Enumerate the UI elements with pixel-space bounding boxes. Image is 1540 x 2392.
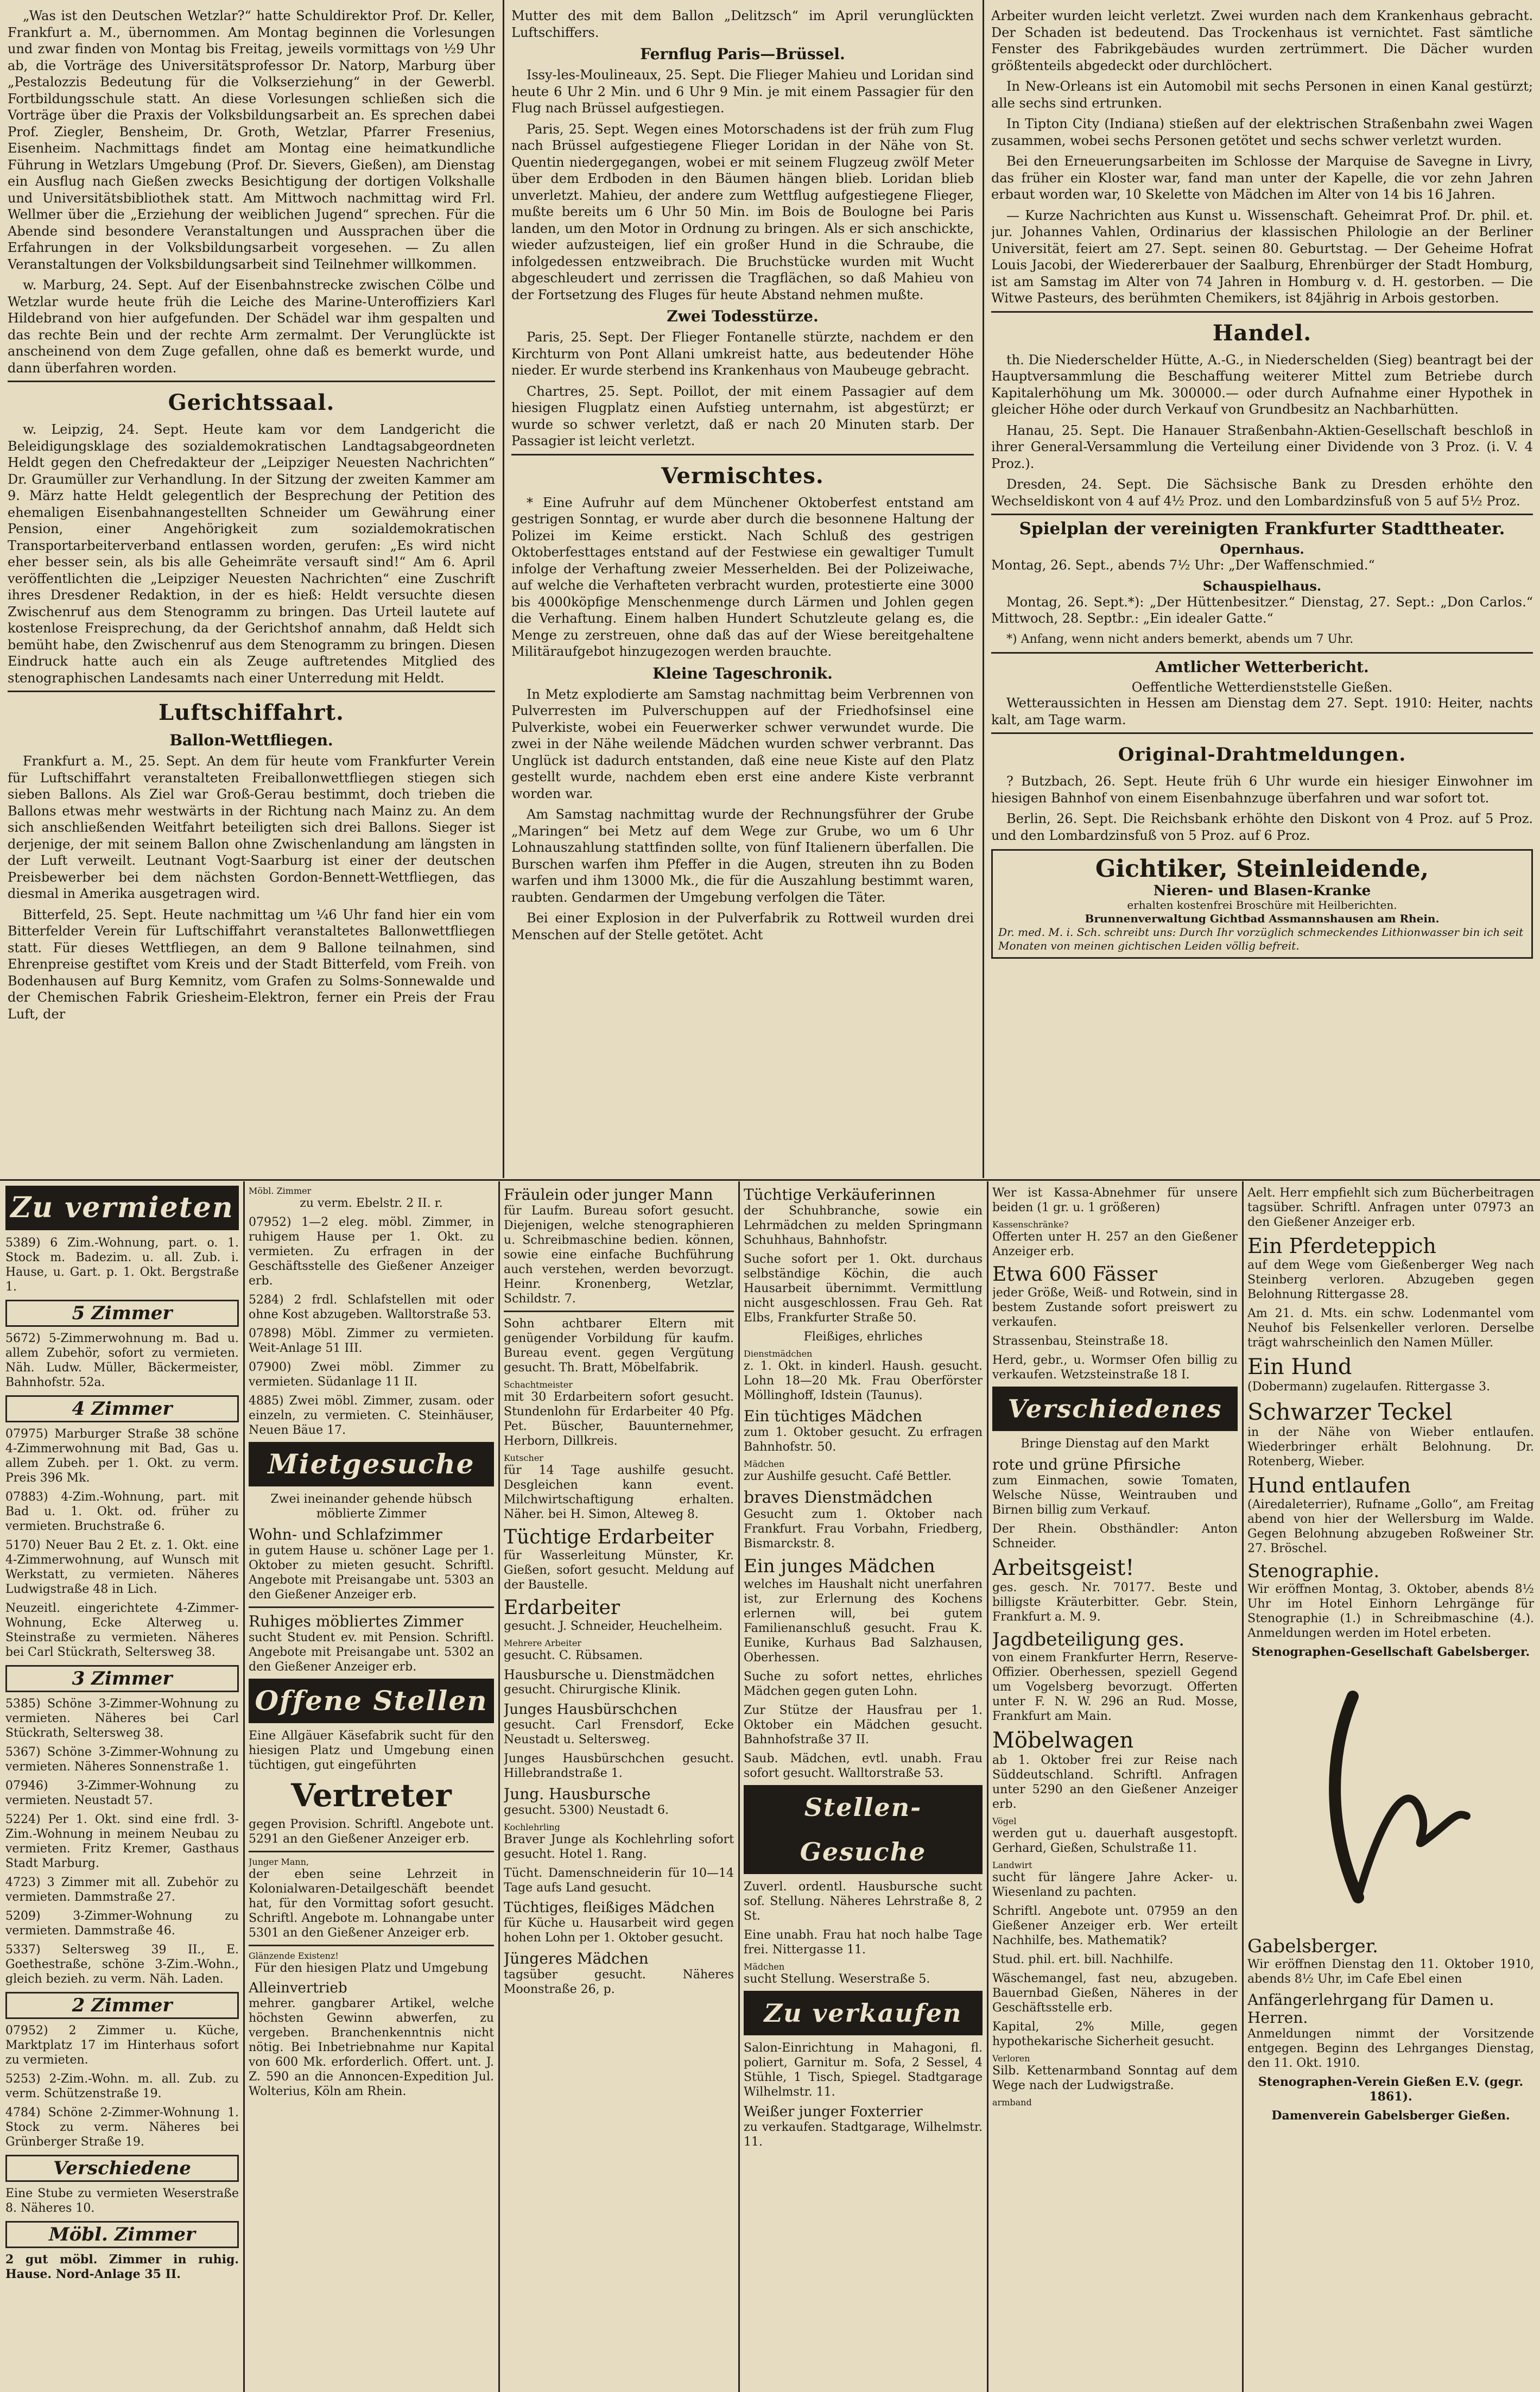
ad-existenz-text: Für den hiesigen Platz und Umgebung	[254, 1961, 489, 1975]
weather-title: Amtlicher Wetterbericht.	[1155, 658, 1369, 676]
ad-junges-maedchen-title: Ein junges Mädchen	[744, 1555, 935, 1577]
article-wetzlar: „Was ist den Deutschen Wetzlar?“ hatte Schuldirektor Prof. Dr. Keller, Frankfurt a. M., übernommen. Am Montag beginnen die Vorlesungen und zwar finden von Montag bis Freitag, jeweils vormittags von ½9 Uhr ab, die Vorträge des Universitätsprofessor Dr. Natorp, Marburg über „Pestalozzis Bedeutung für die Volkserziehung“ in der Gewerbl. Fortbildungsschule statt. An diese Vorlesungen schließen sich die Vorträge über die Praxis der Volksbildungsarbeit an. Es sprechen dabei Prof. Ziegler, Bensheim, Dr. Groth, Wetzlar, Pfarrer Fresenius, Eisenheim. Nachmittags findet am Montag eine heimatkundliche Führung in Wetzlars Umgebung (Prof. Dr. Sievers, Gießen), am Dienstag ein Ausflug nach Gießen zwecks Besichtigung der dortigen Volkshalle und Universitätsbibliothek statt. Am Mittwoch nachmittag wird Frl. Wellmer über die „Erziehung der weiblichen Jugend“ sprechen. Für die Abende sind besondere Veranstaltungen und Aussprachen über die Erfahrungen in der Volksbildungsarbeit vorgesehen. — Zu allen Veranstaltungen der Volksbildungsarbeit sind Teilnehmer willkommen.	[8, 8, 495, 272]
divider	[8, 381, 495, 382]
article-kunst: — Kurze Nachrichten aus Kunst u. Wissenschaft. Geheimrat Prof. Dr. phil. et. jur. Johannes Vahlen, Ordinarius der klassischen Philologie an der Berliner Universität, feiert am 27. Sept. seinen 80. Geburtstag. — Der Geheime Hofrat Louis Jacobi, der Wiedererbauer der Saalburg, Ehrenbürger der Stadt Homburg, ist am Samstag im Alter von 74 Jahren in Homburg v. d. H. gestorben. — Die Witwe Pasteurs, des berühmten Chemikers, ist 84jährig in Arbois gestorben.	[991, 207, 1533, 306]
ad-foxterrier-text: zu verkaufen. Stadtgarage, Wilhelmstr. 11.	[744, 2121, 983, 2149]
stenography-symbol-icon	[1293, 1675, 1488, 1925]
divider	[249, 1851, 494, 1852]
heading-mietgesuche: Mietgesuche	[249, 1442, 494, 1486]
divider	[991, 652, 1533, 654]
news-column-3	[991, 8, 1533, 1175]
ad-tuechtiges-maedchen-title: Ein tüchtiges Mädchen	[744, 1407, 922, 1425]
ad-hund-text: (Dobermann) zugelaufen. Rittergasse 3.	[1247, 1380, 1491, 1394]
ad-listing: 2 gut möbl. Zimmer in ruhig. Hause. Nord-Anlage 35 II.	[5, 2252, 239, 2281]
article-continued-rottweil: Arbeiter wurden leicht verletzt. Zwei wurden nach dem Krankenhaus gebracht. Der Schaden ist bedeutend. Das Trockenhaus ist vernichtet. Fast sämtliche Fenster des Fabrikgebäudes wurden zertrümmert. Die Dächer wurden größtenteils abgedeckt oder durchlöchert.	[991, 8, 1533, 73]
ad-jagdbeteiligung-title: Jagdbeteiligung ges.	[992, 1629, 1184, 1650]
article-niederschelden: th. Die Niederschelder Hütte, A.-G., in Niederschelden (Sieg) beantragt bei der Hauptversammlung die Beschaffung weiterer Mittel zum Betriebe durch Kapitalerhöhung um Mk. 300000.— oder durch Aufnahme einer Hypothek in gleicher Höhe oder durch Verkauf von Grundbesitz an Nachbarhütten.	[991, 352, 1533, 417]
article-new-orleans: In New-Orleans ist ein Automobil mit sechs Personen in einen Kanal gestürzt; alle sechs sind ertrunken.	[991, 79, 1533, 111]
ad-teckel-text: in der Nähe von Wieber entlaufen. Wiederbringer erhält Belohnung. Dr. Rotenberg, Wieber.	[1247, 1426, 1534, 1469]
column-rule	[503, 0, 504, 1178]
ad-armband: armband	[992, 2097, 1032, 2108]
heading-offene-stellen: Offene Stellen	[249, 1679, 494, 1723]
news-column-1	[8, 8, 495, 1175]
article-dresden: Dresden, 24. Sept. Die Sächsische Bank zu Dresden erhöhte den Wechseldiskont von 4 auf 4½ Proz. und den Lombardzinsfuß von 5 auf 5½ Proz.	[991, 477, 1533, 509]
ad-erdarbeiter2-title: Erdarbeiter	[504, 1597, 620, 1619]
theater-note: *) Anfang, wenn nicht anders bemerkt, abends um 7 Uhr.	[1006, 632, 1354, 646]
ad-listing: 5672) 5-Zimmerwohnung m. Bad u. allem Zubehör, sofort zu vermieten. Näh. Ludw. Müller, Bäckermeister, Bahnhofstr. 52a.	[5, 1332, 239, 1389]
ad-listing: Strassenbau, Steinstraße 18.	[992, 1334, 1169, 1348]
ad-listing: 4784) Schöne 2-Zimmer-Wohnung 1. Stock zu verm. Näheres bei Grünberger Straße 19.	[5, 2106, 239, 2149]
ad-gabelsberger-text: Wir eröffnen Dienstag den 11. Oktober 1910, abends 8½ Uhr, im Cafe Ebel einen	[1247, 1958, 1534, 1986]
news-column-2	[511, 8, 974, 1175]
article-leipzig: w. Leipzig, 24. Sept. Heute kam vor dem Landgericht die Beleidigungsklage des sozialdemokratischen Landtagsabgeordneten Heldt gegen den Chefredakteur der „Leipziger Neuesten Nachrichten“ Dr. Graumüller zur Verhandlung. In der Sitzung der zweiten Kammer am 9. März hatte Heldt gelegentlich der Besprechung der Petition des ehemaligen Eisenbahnangestellten Schneider um Gewährung einer Pension, einer Angehörigkeit zum sozialdemokratischen Transportarbeiterverband entlassen worden, gerufen: „Es wird nicht eher besser sein, als bis alle Geheimräte versauft sind!“ Am 6. April veröffentlichten die „Leipziger Neuesten Nachrichten“ eine Zuschrift ihres Dresdener Redaktion, in der es hieß: Heldt versuchte diesen Zwischenruf aus dem Stenogramm zu bringen. Das Urteil lautete auf kostenlose Freisprechung, da der Gerichtshof annahm, daß Heldt sich bemüht habe, den Zwischenruf aus dem Stenogramm zu bringen. Diesen Eindruck hatte auch ein als Zeuge auftretendes Mitglied des stenographischen Landesamts nach einer Unterredung mit Heldt.	[8, 422, 495, 686]
divider	[991, 732, 1533, 734]
ad-sohn-text: Sohn achtbarer Eltern mit genügender Vorbildung für kaufm. Bureau event. gegen Vergütung gesucht. Th. Bratt, Möbelfabrik.	[504, 1317, 734, 1375]
weather-text: Wetteraussichten in Hessen am Dienstag dem 27. Sept. 1910: Heiter, nachts kalt, am Tage warm.	[991, 695, 1533, 727]
article-berlin: Berlin, 26. Sept. Die Reichsbank erhöhte den Diskont von 4 Proz. auf 5 Proz. und den Lombardzinsfuß von 5 Proz. auf 6 Proz.	[991, 811, 1533, 843]
ad-arbeiter-text: gesucht. C. Rübsamen.	[504, 1649, 643, 1662]
ad-column-rule	[498, 1181, 500, 2392]
ad-kasse-text: Offerten unter H. 257 an den Gießener Anzeiger erb.	[992, 1230, 1238, 1258]
theater-play-text: Montag, 26. Sept.*): „Der Hüttenbesitzer.“ Dienstag, 27. Sept.: „Don Carlos.“ Mittwoch, 28. Septbr.: „Ein idealer Gatte.“	[991, 594, 1533, 626]
divider	[504, 1311, 734, 1312]
ad-gichtiker-title: Gichtiker, Steinleidende,	[1095, 855, 1429, 883]
heading-verschiedene: Verschiedene	[5, 2155, 239, 2182]
article-continued: Mutter des mit dem Ballon „Delitzsch“ im April verunglückten Luftschiffers.	[511, 8, 974, 40]
ad-junger-mann-text: der eben seine Lehrzeit in Kolonialwaren-Detailgeschäft beendet hat, für den Vormittag sofort gesucht. Schriftl. Angebote m. Lohnangabe unter 5301 an den Gießener Anzeiger erb.	[249, 1868, 494, 1940]
ad-dienst-intro: Fleißiges, ehrliches	[803, 1330, 923, 1344]
heading-stellen-gesuche: Stellen-Gesuche	[744, 1785, 983, 1874]
ad-listing: 07975) Marburger Straße 38 schöne 4-Zimmerwohnung mit Bad, Gas u. allem Zubeh. per 1. Okt. zu verm. Preis 396 Mk.	[5, 1427, 239, 1485]
ad-listing: Suche zu sofort nettes, ehrliches Mädchen gegen guten Lohn.	[744, 1670, 983, 1698]
ad-listing: 5209) 3-Zimmer-Wohnung zu vermieten. Dammstraße 46.	[5, 1909, 239, 1938]
ad-maedchen-title: Mädchen	[744, 1459, 785, 1469]
ad-listing: 4885) Zwei möbl. Zimmer, zusam. oder einzeln, zu vermieten. C. Steinhäuser, Neuen Bäue 17.	[249, 1394, 494, 1437]
ad-moebl-text: zu verm. Ebelstr. 2 II. r.	[300, 1197, 443, 1210]
heading-zu-verkaufen: Zu verkaufen	[744, 1991, 983, 2035]
subtitle-todesstuerze: Zwei Todesstürze.	[667, 307, 819, 325]
ad-ruhig-title: Ruhiges möbliertes Zimmer	[249, 1612, 464, 1630]
ads-column-4	[744, 1186, 983, 2388]
ad-miet-text: in gutem Hause u. schöner Lage per 1. Oktober zu mieten gesucht. Schriftl. Angebote mit Preisangabe unt. 5303 an den Gießener Anzeiger erb.	[249, 1544, 494, 1602]
article-bitterfeld: Bitterfeld, 25. Sept. Heute nachmittag um ¼6 Uhr fand hier ein vom Bitterfelder Verein für Luftschiffahrt veranstaltetes Ballonwettfliegen statt. Für dieses Wettfliegen, an dem 9 Ballone teilnahmen, sind Ehrenpreise gestiftet vom Kreis und der Stadt Bitterfeld, vom Freih. von Bodenhausen auf Burg Kemnitz, vom Grafen zu Solms-Sonnewalde und der Chemischen Fabrik Griesheim-Elektron, ferner ein Preis der Frau Luft, der	[8, 907, 495, 1022]
ad-gichtiker-sub: Nieren- und Blasen-Kranke	[1153, 883, 1371, 899]
heading-2-zimmer: 2 Zimmer	[5, 1992, 239, 2019]
ad-kasse-intro: Wer ist Kassa-Abnehmer für unsere beiden (1 gr. u. 1 größeren)	[992, 1186, 1238, 1214]
ad-gichtiker-note: Dr. med. M. i. Sch. schreibt uns: Durch Ihr vorzüglich schmeckendes Lithionwasser bin ich seit Monaten von meinen gichtischen Leiden völlig befreit.	[998, 926, 1524, 952]
ad-listing: 5170) Neuer Bau 2 Et. z. 1. Okt. eine 4-Zimmerwohnung, auf Wunsch mit Werkstatt, zu vermieten. Näheres Ludwigstraße 48 in Lich.	[5, 1539, 239, 1596]
weather-subtitle: Oeffentliche Wetterdienststelle Gießen.	[1131, 680, 1393, 695]
ads-column-2	[249, 1186, 494, 2388]
ad-kutscher-text: für 14 Tage aushilfe gesucht. Desgleichen kann event. Milchwirtschaftigung erhalten. Näher. bei H. Simon, Alteweg 8.	[504, 1464, 734, 1521]
ad-listing: Aelt. Herr empfiehlt sich zum Bücherbeitragen tagsüber. Schriftl. Anfragen unter 07973 an den Gießener Anzeiger erb.	[1247, 1186, 1534, 1229]
ad-listing: 07952) 1—2 eleg. möbl. Zimmer, in ruhigem Hause per 1. Okt. zu vermieten. Zu erfragen in der Geschäftsstelle des Gießener Anzeiger erb.	[249, 1216, 494, 1288]
ad-fleissiges-text: für Küche u. Hausarbeit wird gegen hohen Lohn per 1. Oktober gesucht.	[504, 1916, 734, 1945]
ad-erdarbeiter-title: Tüchtige Erdarbeiter	[504, 1526, 714, 1548]
divider	[8, 691, 495, 692]
ad-listing: Stud. phil. ert. bill. Nachhilfe.	[992, 1953, 1174, 1966]
ad-hund-title: Ein Hund	[1247, 1355, 1352, 1379]
ads-column-1	[5, 1186, 239, 2388]
ad-alleinvertrieb-text: mehrer. gangbarer Artikel, welche höchsten Gewinn abwerfen, zu vergeben. Branchenkenntnis nicht nötig. Bei Inbetriebnahme nur Kapital von 600 Mk. erforderlich. Offert. unt. J. Z. 590 an die Annoncen-Expedition Jul. Wolterius, Köln am Rhein.	[249, 1997, 494, 2098]
heading-moebl-zimmer: Möbl. Zimmer	[5, 2221, 239, 2248]
article-marburg: w. Marburg, 24. Sept. Auf der Eisenbahnstrecke zwischen Cölbe und Wetzlar wurde heute früh die Leiche des Marine-Unteroffiziers Karl Hildebrand von hier aufgefunden. Der Schädel war ihm gespalten und das rechte Bein und der rechte Arm zermalmt. Der Verunglückte ist anscheinend von dem Zuge gefallen, ohne daß es bemerkt wurde, und dann überfahren worden.	[8, 277, 495, 376]
ad-pfirsiche-title: rote und grüne Pfirsiche	[992, 1456, 1181, 1473]
ad-stenographie-title: Stenographie.	[1247, 1560, 1380, 1582]
ad-kochlehrling-text: Braver Junge als Kochlehrling sofort gesucht. Hotel 1. Rang.	[504, 1833, 734, 1861]
ad-hausbuerschchen-text: gesucht. Carl Frensdorf, Ecke Neustadt u. Seltersweg.	[504, 1718, 734, 1746]
ads-column-6	[1247, 1186, 1534, 2388]
ad-gichtiker-firm: Brunnenverwaltung Gichtbad Assmannshausen am Rhein.	[1085, 912, 1440, 925]
article-frankfurt-ballon: Frankfurt a. M., 25. Sept. An dem für heute vom Frankfurter Verein für Luftschiffahrt veranstalteten Freiballonwettfliegen stiegen sich sieben Ballons. Als Ziel war Groß-Gerau bestimmt, doch trieben die Ballons etwas mehr westwärts in der Richtung nach Mainz zu. An dem sich anschließenden Weitfahrt beteiligten sich drei Ballons. Sieger ist derjenige, der mit seinem Ballon ohne Zwischenlandung am längsten in der Luft verweilt. Leutnant Vogt-Saarburg ist einer der deutschen Preisbewerber bei dem nächsten Gordon-Bennett-Wettfliegen, das diesmal in Amerika ausgetragen wird.	[8, 754, 495, 901]
section-title-handel: Handel.	[1212, 320, 1312, 346]
ad-landwirt-text: sucht für längere Jahre Acker- u. Wiesenland zu pachten.	[992, 1871, 1238, 1899]
article-fontanelle: Paris, 25. Sept. Der Flieger Fontanelle stürzte, nachdem er den Kirchturm von Pont Allani umkreist hatte, aus bedeutender Höhe nieder. Er wurde sterbend ins Krankenhaus von Maubeuge gebracht.	[511, 330, 974, 378]
theater-play-heading: Schauspielhaus.	[1202, 578, 1322, 594]
article-metz: In Metz explodierte am Samstag nachmittag beim Verbrennen von Pulverresten im Pulverschuppen auf der Friedhofsinsel eine Pulverkiste, wobei ein Feuerwerker schwer verwundet wurde. Die zwei in der Nähe weilende Mädchen wurden schwer verbrannt. Das Unglück ist dadurch entstanden, daß eine neue Kiste auf den Platz gestellt wurde, nachdem eben erst eine andere Kiste verbrannt worden war.	[511, 686, 974, 801]
section-title-drahtmeldungen: Original-Drahtmeldungen.	[1118, 744, 1406, 765]
ad-listing: Herd, gebr., u. Wormser Ofen billig zu verkaufen. Wetzsteinstraße 18 I.	[992, 1353, 1238, 1382]
subtitle-ballon: Ballon-Wettfliegen.	[169, 731, 333, 749]
divider	[991, 514, 1533, 515]
ad-stenographie-firm: Stenographen-Gesellschaft Gabelsberger.	[1251, 1645, 1530, 1659]
ad-jagdbeteiligung-text: von einem Frankfurter Herrn, Reserve-Offizier. Oberhessen, speziell Gegend um Vogelsberg bevorzugt. Offerten unter F. N. W. 296 an Rud. Mosse, Frankfurt am Main.	[992, 1651, 1238, 1723]
ad-juengeres-title: Jüngeres Mädchen	[504, 1950, 649, 1967]
ad-fleissiges-title: Tüchtiges, fleißiges Mädchen	[504, 1900, 715, 1916]
ad-verkaeuferinnen-title: Tüchtige Verkäuferinnen	[744, 1186, 936, 1204]
ad-junger-mann-title: Junger Mann,	[249, 1857, 309, 1867]
ad-listing: Schriftl. Angebote unt. 07959 an den Gießener Anzeiger erb. Wer erteilt Nachhilfe, bes. Mathematik?	[992, 1904, 1238, 1947]
ad-column-rule	[243, 1181, 245, 2392]
ad-stenographie-text: Wir eröffnen Montag, 3. Oktober, abends 8½ Uhr im Hotel Einhorn Lehrgänge für Stenographie (1.) in Schreibmaschine (4.). Anmeldungen werden im Hotel erbeten.	[1247, 1583, 1534, 1640]
ad-bringe: Bringe Dienstag auf den Markt	[1021, 1437, 1209, 1451]
article-tipton: In Tipton City (Indiana) stießen auf der elektrischen Straßenbahn zwei Wagen zusammen, wobei sechs Personen getötet und sechs schwer verletzt wurden.	[991, 116, 1533, 148]
ad-listing: 5389) 6 Zim.-Wohnung, part. o. 1. Stock m. Badezim. u. all. Zub. i. Hause, u. Gart. p. 1. Okt. Bergstraße 1.	[5, 1236, 239, 1294]
ad-gichtiker-line: erhalten kostenfrei Broschüre mit Heilberichten.	[1127, 898, 1397, 912]
ad-listing: 5284) 2 frdl. Schlafstellen mit oder ohne Kost abzugeben. Walltorstraße 53.	[249, 1293, 494, 1321]
article-chartres: Chartres, 25. Sept. Poillot, der mit einem Passagier auf dem hiesigen Flugplatz einen Aufstieg unternahm, ist abgestürzt; er wurde so schwer verletzt, daß er nach 20 Minuten starb. Der Passagier ist leicht verletzt.	[511, 383, 974, 448]
divider	[249, 1945, 494, 1946]
article-hanau: Hanau, 25. Sept. Die Hanauer Straßenbahn-Aktien-Gesellschaft beschloß in ihrer General-Versammlung die Verteilung einer Dividende von 3 Proz. (i. V. 4 Proz.).	[991, 422, 1533, 471]
ad-listing: 07946) 3-Zimmer-Wohnung zu vermieten. Neustadt 57.	[5, 1779, 239, 1807]
ad-anfaenger-title: Anfängerlehrgang für Damen u. Herren.	[1247, 1991, 1494, 2027]
ad-listing: Suche sofort per 1. Okt. durchaus selbständige Köchin, die auch Hausarbeit übernimmt. Vermittlung nicht ausgeschlossen. Frau Geh. Rat Elbs, Frankfurter Straße 50.	[744, 1252, 983, 1325]
subtitle-fernflug: Fernflug Paris—Brüssel.	[640, 45, 845, 63]
article-paris-loridan: Paris, 25. Sept. Wegen eines Motorschadens ist der früh zum Flug nach Brüssel aufgestiegene Flieger Loridan in der Nähe von St. Quentin niedergegangen, wobei er mit seinem Flugzeug zwölf Meter über dem Erdboden in den Bäumen hängen blieb. Loridan blieb unverletzt. Mahieu, der andere zum Wettflug aufgestiegene Flieger, mußte bereits um 6 Uhr 50 Min. im Bois de Boulogne bei Paris landen, um den Motor in Ordnung zu bringen. Als er sich anschickte, wieder aufzusteigen, lief ein großer Hund in die Schraube, die infolgedessen entzweibrach. Die Bruchstücke wurden mit Wucht abgeschleudert und zerrissen die Tragflächen, so daß Mahieu von der Fortsetzung des Fluges für heute Abstand nehmen mußte.	[511, 121, 974, 302]
ad-moebl-title: Möbl. Zimmer	[249, 1186, 312, 1196]
ad-schachtmeister-text: mit 30 Erdarbeitern sofort gesucht. Stundenlohn für Erdarbeiter 40 Pfg. Pet. Büscher, Bauunternehmer, Herborn, Dillkreis.	[504, 1390, 734, 1448]
ad-column-rule	[738, 1181, 740, 2392]
article-butzbach: ? Butzbach, 26. Sept. Heute früh 6 Uhr wurde ein hiesiger Einwohner im hiesigen Bahnhof von einem Eisenbahnzuge überfahren und war sofort tot.	[991, 774, 1533, 806]
ad-vertreter-text: gegen Provision. Schriftl. Angebote unt. 5291 an den Gießener Anzeiger erb.	[249, 1818, 494, 1846]
ad-fraeulein-title: Fräulein oder junger Mann	[504, 1186, 713, 1204]
ad-hausbursche-text: gesucht. Chirurgische Klinik.	[504, 1683, 681, 1697]
ad-junges-maedchen-text: welches im Haushalt nicht unerfahren ist, zur Erlernung des Kochens erlernen will, bei gutem Familienanschluß gesucht. Frau K. Eunike, Kurhaus Bad Salzhausen, Oberhessen.	[744, 1578, 983, 1665]
heading-4-zimmer: 4 Zimmer	[5, 1395, 239, 1422]
ad-maedchen2-text: sucht Stellung. Weserstraße 5.	[744, 1972, 930, 1986]
ad-column-rule	[1242, 1181, 1244, 2392]
heading-3-zimmer: 3 Zimmer	[5, 1665, 239, 1692]
ad-listing: Zur Stütze der Hausfrau per 1. Oktober ein Mädchen gesucht. Bahnhofstraße 37 II.	[744, 1704, 983, 1746]
heading-zu-vermieten: Zu vermieten	[5, 1186, 239, 1230]
divider	[249, 1606, 494, 1608]
ad-miet-intro: Zwei ineinander gehende hübsch möblierte Zimmer	[270, 1492, 472, 1521]
article-livry: Bei den Erneuerungsarbeiten im Schlosse der Marquise de Savegne in Livry, das früher ein Kloster war, fand man unter der Kapelle, die vor zehn Jahren erbaut worden war, 10 Skelette von Mädchen im Alter von 14 bis 16 Jahren.	[991, 154, 1533, 202]
ad-listing: Am 21. d. Mts. ein schw. Lodenmantel vom Neuhof bis Felsenkeller verloren. Derselbe trägt wahrscheinlich den Namen Müller.	[1247, 1307, 1534, 1350]
ad-miet-title: Wohn- und Schlafzimmer	[249, 1526, 442, 1543]
theater-title: Spielplan der vereinigten Frankfurter Stadttheater.	[1019, 519, 1505, 539]
theater-opera-heading: Opernhaus.	[1220, 541, 1304, 557]
ad-listing: Neuzeitl. eingerichtete 4-Zimmer-Wohnung, Ecke Alterweg u. Steinstraße zu vermieten. Näheres bei Carl Stückrath, Seltersweg 38.	[5, 1602, 239, 1659]
ad-listing: 07898) Möbl. Zimmer zu vermieten. Weit-Anlage 51 III.	[249, 1327, 494, 1355]
ad-voegel-title: Vögel	[992, 1816, 1017, 1826]
ad-hund-entlaufen-text: (Airedaleterrier), Rufname „Gollo“, am Freitag abend von hier der Wellersburg im Walde. Gegen Belohnung abzugeben Roßweiner Str. 27. Bröschel.	[1247, 1498, 1534, 1555]
ad-juengeres-text: tagsüber gesucht. Näheres Moonstraße 26, p.	[504, 1968, 734, 1996]
ad-faesser-text: jeder Größe, Weiß- und Rotwein, sind in bestem Zustande sofort preiswert zu verkaufen.	[992, 1286, 1238, 1329]
ad-verein-firm: Damenverein Gabelsberger Gießen.	[1271, 2109, 1510, 2123]
article-maringen: Am Samstag nachmittag wurde der Rechnungsführer der Grube „Maringen“ bei Metz auf dem Wege zur Grube, wo um 6 Uhr Lohnauszahlung stattfinden sollte, von fünf Italienern überfallen. Die Burschen warfen ihm Pfeffer in die Augen, streuten ihn zu Boden warfen und ihm 13000 Mk., die für die Auszahlung bestimmt waren, raubten. Gendarmen der Umgebung verfolgen die Täter.	[511, 807, 974, 905]
ad-alleinvertrieb-title: Alleinvertrieb	[249, 1980, 347, 1996]
ad-braves-text: Gesucht zum 1. Oktober nach Frankfurt. Frau Vorbahn, Friedberg, Bismarckstr. 8.	[744, 1508, 983, 1551]
ad-verloren-title: Verloren	[992, 2053, 1030, 2064]
heading-5-zimmer: 5 Zimmer	[5, 1300, 239, 1327]
theater-opera-text: Montag, 26. Sept., abends 7½ Uhr: „Der Waffenschmied.“	[991, 558, 1375, 573]
ad-listing: 07952) 2 Zimmer u. Küche, Marktplatz 17 im Hinterhaus sofort zu vermieten.	[5, 2024, 239, 2067]
ad-pferdeteppich-title: Ein Pferdeteppich	[1247, 1234, 1436, 1258]
ad-listing: 4723) 3 Zimmer mit all. Zubehör zu vermieten. Dammstraße 27.	[5, 1876, 239, 1904]
ad-listing: Saub. Mädchen, evtl. unabh. Frau sofort gesucht. Walltorstraße 53.	[744, 1752, 983, 1780]
ad-listing: Zuverl. ordentl. Hausbursche sucht sof. Stellung. Näheres Lehrstraße 8, 2 St.	[744, 1880, 983, 1923]
ad-listing: Der Rhein. Obsthändler: Anton Schneider.	[992, 1522, 1238, 1551]
ad-listing: Junges Hausbürschchen gesucht. Hillebrandstraße 1.	[504, 1752, 734, 1780]
ad-listing: Eine unabh. Frau hat noch halbe Tage frei. Nittergasse 11.	[744, 1928, 983, 1957]
section-title-vermischtes: Vermischtes.	[661, 463, 824, 489]
ad-kaesefabrik-text: Eine Allgäuer Käsefabrik sucht für den hiesigen Platz und Umgebung einen tüchtigen, gut eingeführten	[249, 1729, 494, 1772]
ad-column-rule	[987, 1181, 988, 2392]
ad-hausbursche-title: Hausbursche u. Dienstmädchen	[504, 1667, 715, 1682]
ad-foxterrier-title: Weißer junger Foxterrier	[744, 2104, 923, 2120]
ad-dienstmaedchen-title: Dienstmädchen	[744, 1349, 813, 1359]
ad-verkaeuferinnen-text: der Schuhbranche, sowie ein Lehrmädchen zu melden Springmann Schuhhaus, Bahnhofstr.	[744, 1204, 983, 1247]
ad-moebelwagen-text: ab 1. Oktober frei zur Reise nach Süddeutschland. Schriftl. Anfragen unter 5290 an den Gießener Anzeiger erb.	[992, 1754, 1238, 1811]
divider	[991, 311, 1533, 313]
ad-listing: 5224) Per 1. Okt. sind eine frdl. 3-Zim.-Wohnung in meinem Neubau zu vermieten. Fritz Kremer, Gasthaus Stadt Marburg.	[5, 1813, 239, 1870]
ad-listing: 07883) 4-Zim.-Wohnung, part. mit Bad u. 1. Okt. od. früher zu vermieten. Bruchstraße 6.	[5, 1490, 239, 1533]
ad-maedchen2-title: Mädchen	[744, 1961, 785, 1972]
ad-kassenschraenke-title: Kassenschränke?	[992, 1219, 1069, 1230]
ad-moebelwagen-title: Möbelwagen	[992, 1728, 1134, 1753]
section-title-gerichtssaal: Gerichtssaal.	[168, 390, 335, 415]
ad-listing: 5385) Schöne 3-Zimmer-Wohnung zu vermieten. Näheres bei Carl Stückrath, Seltersweg 38.	[5, 1697, 239, 1740]
ad-existenz-title: Glänzende Existenz!	[249, 1951, 339, 1961]
ad-listing: Eine Stube zu vermieten Weserstraße 8. Näheres 10.	[5, 2187, 239, 2215]
ads-column-3	[504, 1186, 734, 2388]
ad-listing: Tücht. Damenschneiderin für 10—14 Tage aufs Land gesucht.	[504, 1866, 734, 1895]
ad-hausbuerschchen-title: Junges Hausbürschchen	[504, 1701, 677, 1718]
ad-verein: Stenographen-Verein Gießen E.V. (gegr. 1861).	[1258, 2075, 1524, 2104]
ad-anfaenger-text: Anmeldungen nimmt der Vorsitzende entgegen. Beginn des Lehrganges Dienstag, den 11. Okt. 1910.	[1247, 2027, 1534, 2070]
ad-jung-hausbursche-text: gesucht. 5300) Neustadt 6.	[504, 1804, 669, 1817]
ad-braves-title: braves Dienstmädchen	[744, 1488, 933, 1507]
ad-pferdeteppich-text: auf dem Wege vom Gießenberger Weg nach Steinberg verloren. Abzugeben gegen Belohnung Rittergasse 28.	[1247, 1258, 1534, 1301]
ad-erdarbeiter2-text: gesucht. J. Schneider, Heuchelheim.	[504, 1619, 723, 1633]
ad-arbeitsgeist-title: Arbeitsgeist!	[992, 1555, 1135, 1580]
ad-teckel-title: Schwarzer Teckel	[1247, 1399, 1453, 1425]
article-rottweil: Bei einer Explosion in der Pulverfabrik zu Rottweil wurden drei Menschen auf der Stelle getötet. Acht	[511, 910, 974, 942]
ad-erdarbeiter-text: für Wasserleitung Münster, Kr. Gießen, sofort gesucht. Meldung auf der Baustelle.	[504, 1549, 734, 1592]
article-oktoberfest: * Eine Aufruhr auf dem Münchener Oktoberfest entstand am gestrigen Sonntag, er wurde aber durch die besonnene Haltung der Polizei im Keime erstickt. Nach Schluß des gestrigen Oktoberfesttages entstand auf der Festwiese ein gewaltiger Tumult infolge der Verhaftung zweier Messerhelden. Bei der Polizeiwache, auf welche die Verhafteten verbracht wurden, protestierte eine 3000 bis 4000köpfige Menschenmenge durch Lärmen und Johlen gegen die Verhaftung. Einem halben Hundert Schutzleute gelang es, die Menge zu zerstreuen, ohne daß das auf der Wiese bereitgehaltene Militäraufgebot hinzugezogen werden brauchte.	[511, 495, 974, 659]
ad-kochlehrling-title: Kochlehrling	[504, 1822, 560, 1832]
ad-listing: 5253) 2-Zim.-Wohn. m. all. Zub. zu verm. Schützenstraße 19.	[5, 2072, 239, 2100]
ad-faesser-title: Etwa 600 Fässer	[992, 1263, 1158, 1286]
ad-hund-entlaufen-title: Hund entlaufen	[1247, 1473, 1411, 1497]
ad-listing: Kapital, 2% Mille, gegen hypothekarische Sicherheit gesucht.	[992, 2020, 1238, 2048]
ad-tuechtiges-maedchen-text: zum 1. Oktober gesucht. Zu erfragen Bahnhofstr. 50.	[744, 1426, 983, 1454]
column-rule	[983, 0, 984, 1178]
section-title-luftschiffahrt: Luftschiffahrt.	[159, 700, 344, 725]
ad-vertreter-title: Vertreter	[291, 1777, 452, 1814]
ad-jung-hausbursche-title: Jung. Hausbursche	[504, 1785, 651, 1803]
article-issy: Issy-les-Moulineaux, 25. Sept. Die Flieger Mahieu und Loridan sind heute 6 Uhr 2 Min. und 6 Uhr 9 Min. je mit einem Passagier für den Flug nach Brüssel aufgestiegen.	[511, 67, 974, 116]
ad-listing: 5337) Seltersweg 39 II., E. Goethestraße, schöne 3-Zim.-Wohn., gleich bezieh. zu verm. Näh. Laden.	[5, 1943, 239, 1986]
subtitle-tageschronik: Kleine Tageschronik.	[652, 664, 833, 682]
ad-listing: 07900) Zwei möbl. Zimmer zu vermieten. Südanlage 11 II.	[249, 1360, 494, 1389]
ad-listing: 5367) Schöne 3-Zimmer-Wohnung zu vermieten. Näheres Sonnenstraße 1.	[5, 1745, 239, 1774]
section-rule	[0, 1179, 1540, 1181]
heading-verschiedenes: Verschiedenes	[992, 1387, 1238, 1431]
ad-voegel-text: werden gut u. dauerhaft ausgestopft. Gerhard, Gießen, Schulstraße 11.	[992, 1827, 1238, 1855]
ad-schachtmeister-title: Schachtmeister	[504, 1379, 573, 1390]
ads-column-5	[992, 1186, 1238, 2388]
ad-maedchen-text: zur Aushilfe gesucht. Café Bettler.	[744, 1470, 952, 1483]
ad-salon-text: Salon-Einrichtung in Mahagoni, fl. poliert, Garnitur m. Sofa, 2 Sessel, 4 Stühle, 1 Tisch, Spiegel. Stadtgarage Wilhelmstr. 11.	[744, 2041, 983, 2099]
ad-pfirsiche-text: zum Einmachen, sowie Tomaten, Welsche Nüsse, Weintrauben und Birnen billig zum Verkauf.	[992, 1474, 1238, 1517]
ad-landwirt-title: Landwirt	[992, 1860, 1032, 1870]
ad-gichtiker	[991, 849, 1533, 959]
ad-verloren-text: Silb. Kettenarmband Sonntag auf dem Wege nach der Ludwigstraße.	[992, 2064, 1238, 2092]
ad-fraeulein-text: für Laufm. Bureau sofort gesucht. Diejenigen, welche stenographieren u. Schreibmaschine bedien. können, sowie eine einfache Buchführung auch verstehen, werden bevorzugt. Heinr. Kronenberg, Wetzlar, Schildstr. 7.	[504, 1204, 734, 1306]
ad-gabelsberger-title: Gabelsberger.	[1247, 1935, 1378, 1957]
divider	[511, 454, 974, 455]
ad-arbeiter-title: Mehrere Arbeiter	[504, 1638, 582, 1648]
ad-kutscher-title: Kutscher	[504, 1453, 543, 1463]
gabelsberger-emblem	[1247, 1664, 1534, 1935]
ad-dienstmaedchen-text: z. 1. Okt. in kinderl. Haush. gesucht. Lohn 18—20 Mk. Frau Oberförster Möllinghoff, Idstein (Taunus).	[744, 1359, 983, 1402]
ad-ruhig-text: sucht Student ev. mit Pension. Schriftl. Angebote mit Preisangabe unt. 5302 an den Gießener Anzeiger erb.	[249, 1631, 494, 1674]
ad-arbeitsgeist-text: ges. gesch. Nr. 70177. Beste und billigste Kräuterbitter. Gebr. Stein, Frankfurt a. M. 9.	[992, 1581, 1238, 1624]
ad-listing: Wäschemangel, fast neu, abzugeben. Bauernbad Gießen, Näheres in der Geschäftsstelle erb.	[992, 1972, 1238, 2015]
